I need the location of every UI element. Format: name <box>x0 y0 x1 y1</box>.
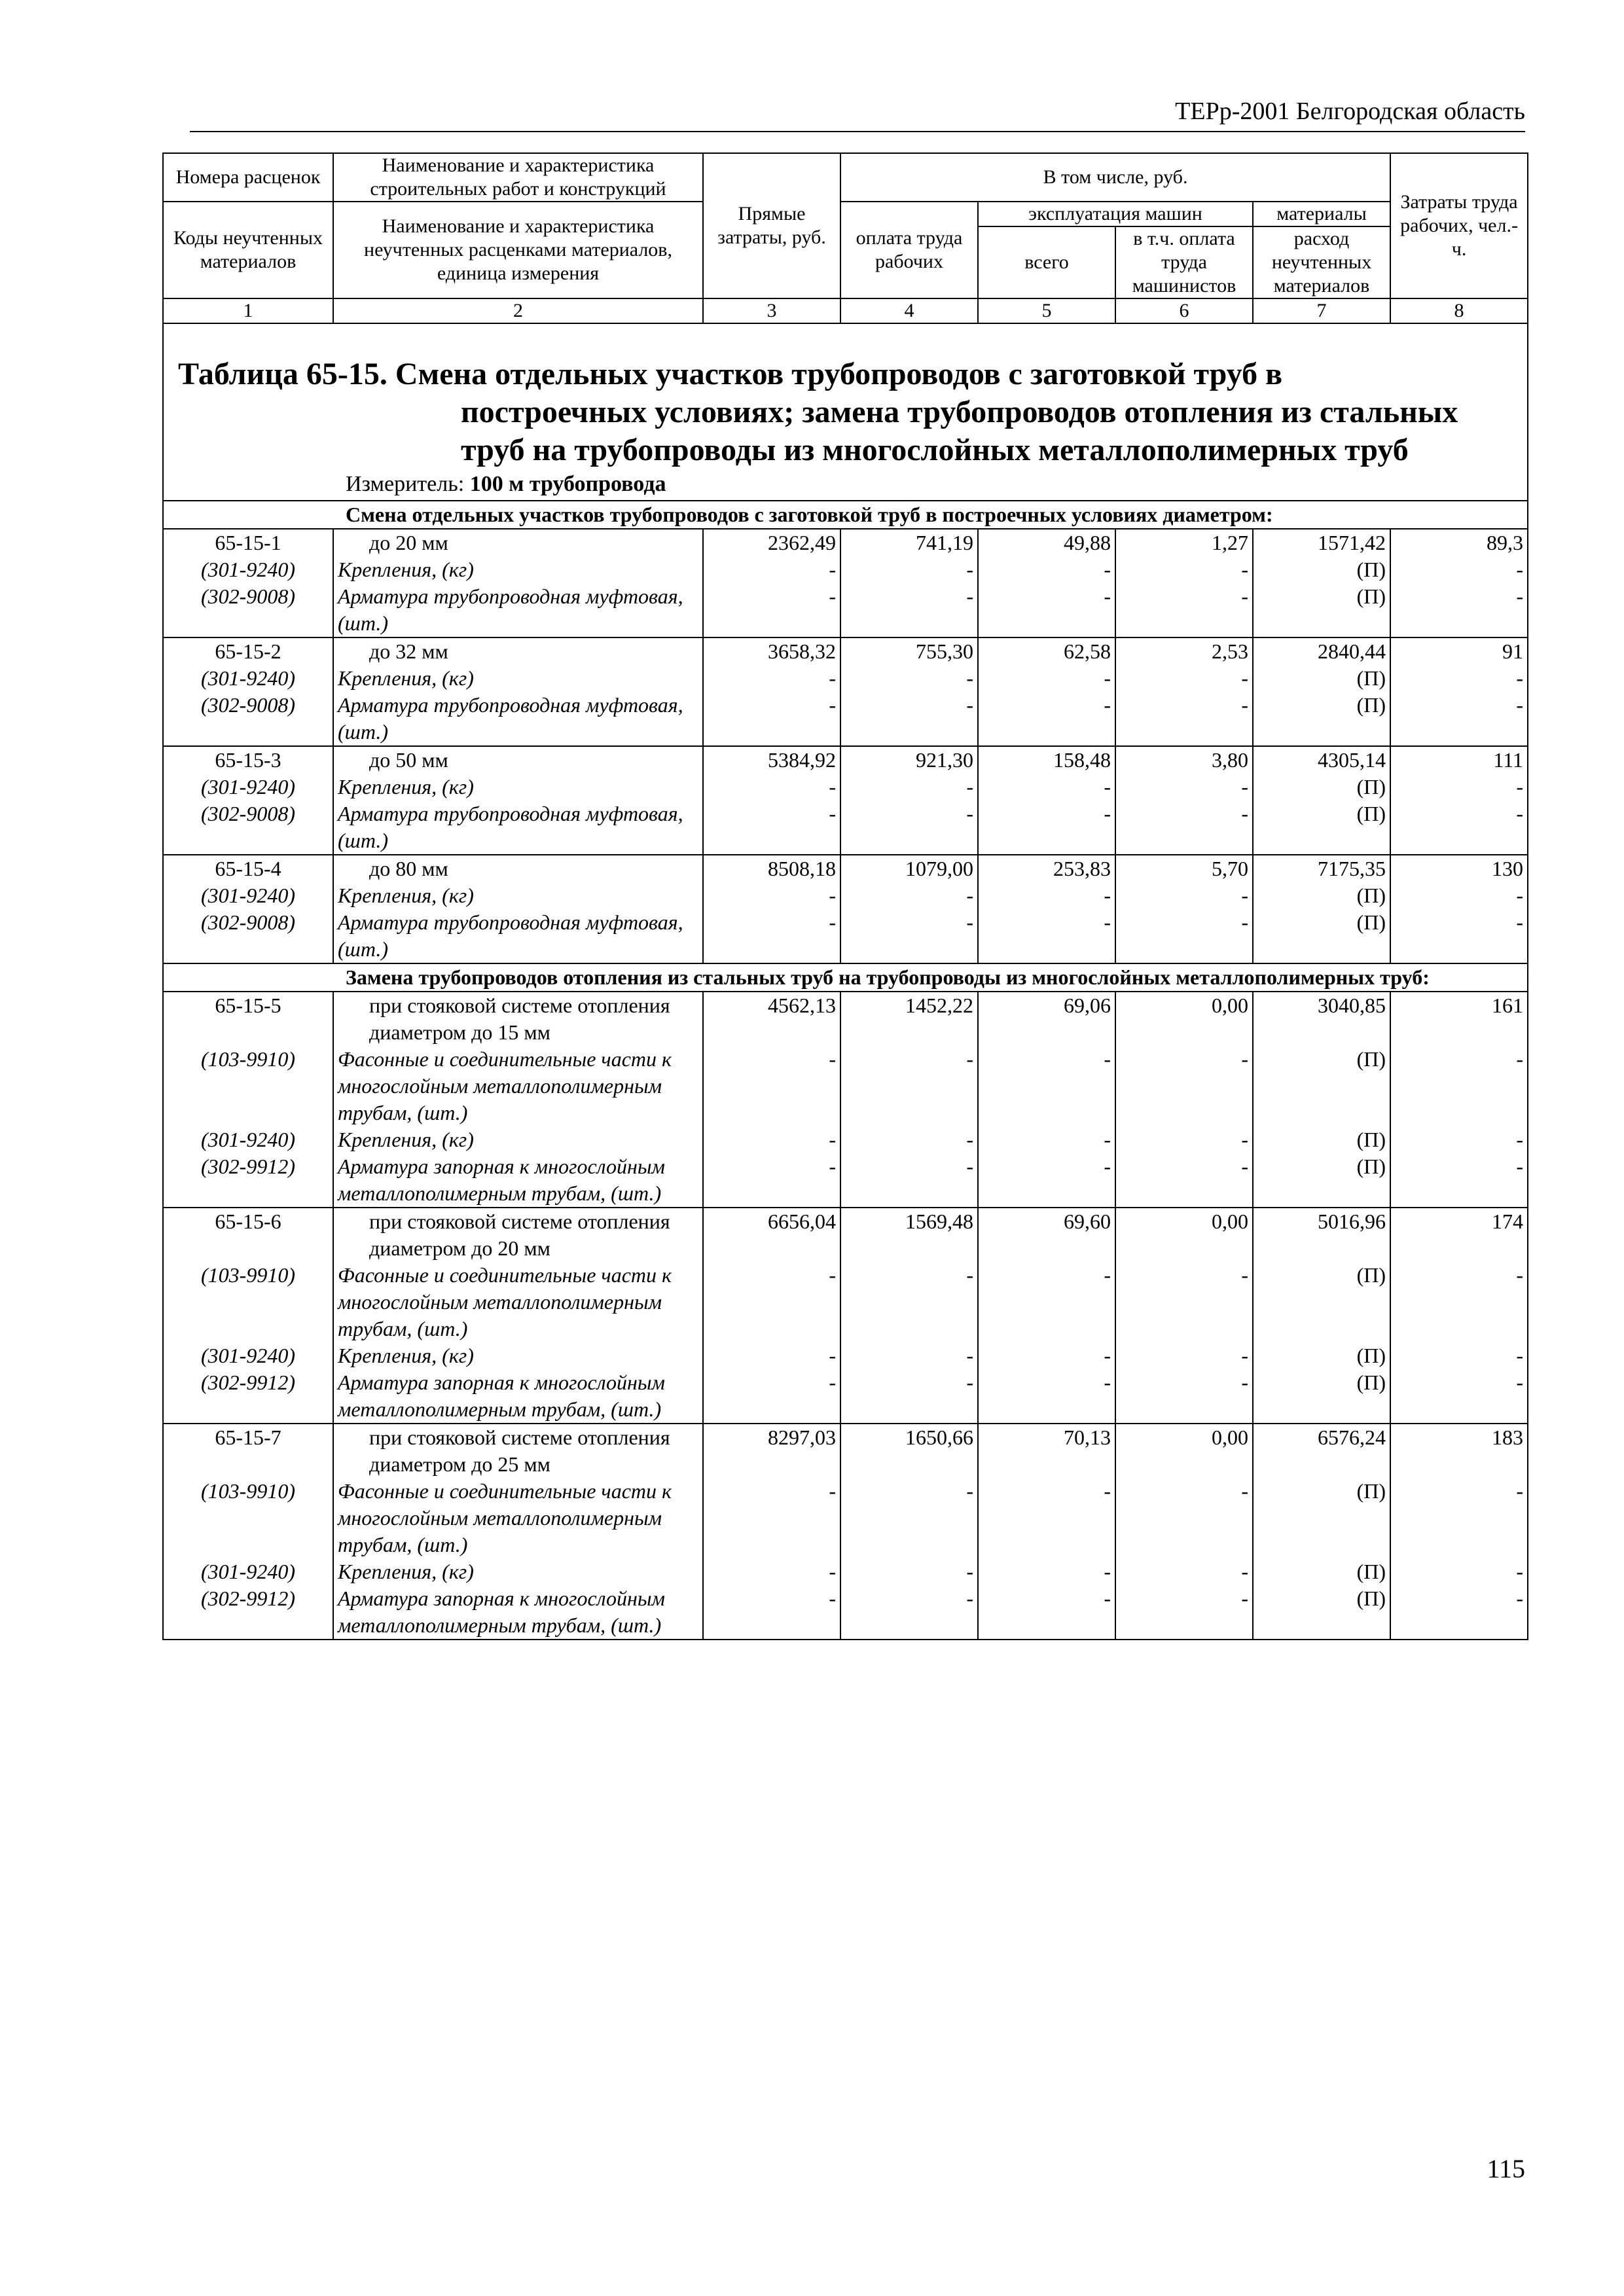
resource-code: (302-9008) <box>163 692 333 746</box>
header-row-2 <box>163 202 1528 226</box>
rate-code: 65-15-4 <box>163 855 333 882</box>
labor-cost-cell: - <box>840 1046 978 1126</box>
resource-row <box>163 1478 1528 1558</box>
material-cost-cell: (П) <box>1253 692 1390 746</box>
direct-cost-cell: - <box>703 1126 840 1153</box>
col3-header: Прямые затраты, руб. <box>703 153 840 298</box>
direct-cost-cell: - <box>703 1046 840 1126</box>
column-number: 5 <box>978 298 1115 323</box>
labor-hours-cell: - <box>1390 800 1528 855</box>
machinist-cost-cell: - <box>1115 556 1253 583</box>
direct-cost-cell: - <box>703 1558 840 1585</box>
labor-cost-cell: - <box>840 556 978 583</box>
direct-cost-cell: - <box>703 1342 840 1369</box>
material-cost-cell: (П) <box>1253 665 1390 692</box>
labor-cost-cell: - <box>840 800 978 855</box>
resource-name: Арматура запорная к многослойным металлополимерным трубам, (шт.) <box>333 1153 703 1208</box>
table-title-row <box>163 323 1528 501</box>
group-header: В том числе, руб. <box>840 153 1390 202</box>
machine-cost-cell: - <box>978 1478 1115 1558</box>
rate-row <box>163 992 1528 1046</box>
page-number: 115 <box>1487 2154 1525 2183</box>
resource-row <box>163 1046 1528 1126</box>
col7-header: расход неучтенных материалов <box>1253 226 1390 298</box>
machinist-cost-cell: - <box>1115 1558 1253 1585</box>
labor-hours-cell: - <box>1390 556 1528 583</box>
rate-code: 65-15-2 <box>163 637 333 665</box>
labor-cost-cell: - <box>840 909 978 963</box>
resource-code: (302-9912) <box>163 1585 333 1640</box>
rate-row <box>163 1424 1528 1478</box>
direct-cost-cell: 2362,49 <box>703 529 840 556</box>
column-number: 2 <box>333 298 703 323</box>
labor-hours-cell: - <box>1390 1585 1528 1640</box>
resource-row <box>163 882 1528 909</box>
section-row <box>163 963 1528 992</box>
header-row-1 <box>163 153 1528 202</box>
machinist-cost-cell: 3,80 <box>1115 746 1253 774</box>
direct-cost-cell: - <box>703 583 840 637</box>
machinist-cost-cell: - <box>1115 692 1253 746</box>
rate-code: 65-15-6 <box>163 1208 333 1262</box>
machinist-cost-cell: - <box>1115 1153 1253 1208</box>
rate-name: до 32 мм <box>333 637 703 665</box>
resource-row <box>163 1558 1528 1585</box>
materials-header: материалы <box>1253 202 1390 226</box>
resource-row <box>163 1585 1528 1640</box>
labor-cost-cell: - <box>840 774 978 800</box>
machinist-cost-cell: - <box>1115 882 1253 909</box>
col8-header: Затраты труда рабочих, чел.-ч. <box>1390 153 1528 298</box>
material-cost-cell: (П) <box>1253 556 1390 583</box>
material-cost-cell: (П) <box>1253 1558 1390 1585</box>
material-cost-cell: (П) <box>1253 1262 1390 1342</box>
resource-name: Крепления, (кг) <box>333 1558 703 1585</box>
meter-value: 100 м трубопровода <box>469 472 666 496</box>
rate-name: при стояковой системе отопления диаметром до 20 мм <box>333 1208 703 1262</box>
rate-row <box>163 637 1528 665</box>
labor-hours-cell: 91 <box>1390 637 1528 665</box>
resource-code: (301-9240) <box>163 882 333 909</box>
resource-code: (301-9240) <box>163 665 333 692</box>
resource-name: Крепления, (кг) <box>333 665 703 692</box>
resource-name: Арматура трубопроводная муфтовая, (шт.) <box>333 692 703 746</box>
labor-cost-cell: 1569,48 <box>840 1208 978 1262</box>
machine-cost-cell: - <box>978 909 1115 963</box>
rate-row <box>163 746 1528 774</box>
direct-cost-cell: - <box>703 882 840 909</box>
resource-code: (103-9910) <box>163 1046 333 1126</box>
resource-code: (301-9240) <box>163 774 333 800</box>
rate-name: до 50 мм <box>333 746 703 774</box>
labor-cost-cell: 921,30 <box>840 746 978 774</box>
resource-code: (301-9240) <box>163 1342 333 1369</box>
material-cost-cell: 1571,42 <box>1253 529 1390 556</box>
material-cost-cell: (П) <box>1253 774 1390 800</box>
resource-name: Арматура запорная к многослойным металлополимерным трубам, (шт.) <box>333 1369 703 1424</box>
col2-top-header: Наименование и характеристика строительных работ и конструкций <box>333 153 703 202</box>
machinist-cost-cell: - <box>1115 1046 1253 1126</box>
rate-code: 65-15-7 <box>163 1424 333 1478</box>
labor-hours-cell: - <box>1390 1342 1528 1369</box>
resource-row <box>163 1153 1528 1208</box>
machinist-cost-cell: - <box>1115 1262 1253 1342</box>
resource-code: (302-9008) <box>163 583 333 637</box>
rate-row <box>163 529 1528 556</box>
resource-name: Фасонные и соединительные части к многослойным металлополимерным трубам, (шт.) <box>333 1046 703 1126</box>
machine-cost-cell: 69,60 <box>978 1208 1115 1262</box>
direct-cost-cell: - <box>703 1369 840 1424</box>
labor-hours-cell: 174 <box>1390 1208 1528 1262</box>
labor-hours-cell: 111 <box>1390 746 1528 774</box>
machine-cost-cell: - <box>978 583 1115 637</box>
material-cost-cell: 7175,35 <box>1253 855 1390 882</box>
labor-cost-cell: - <box>840 1262 978 1342</box>
machinist-cost-cell: - <box>1115 800 1253 855</box>
resource-name: Арматура трубопроводная муфтовая, (шт.) <box>333 909 703 963</box>
labor-cost-cell: - <box>840 1342 978 1369</box>
machinist-cost-cell: - <box>1115 909 1253 963</box>
resource-name: Крепления, (кг) <box>333 882 703 909</box>
machine-cost-cell: - <box>978 1046 1115 1126</box>
machinist-cost-cell: - <box>1115 1478 1253 1558</box>
machinist-cost-cell: - <box>1115 774 1253 800</box>
resource-row <box>163 774 1528 800</box>
labor-hours-cell: - <box>1390 1046 1528 1126</box>
rate-code: 65-15-5 <box>163 992 333 1046</box>
material-cost-cell: 6576,24 <box>1253 1424 1390 1478</box>
machine-cost-cell: 69,06 <box>978 992 1115 1046</box>
resource-code: (301-9240) <box>163 1126 333 1153</box>
machinist-cost-cell: - <box>1115 665 1253 692</box>
resource-name: Арматура трубопроводная муфтовая, (шт.) <box>333 800 703 855</box>
table-title-line-3: труб на трубопроводы из многослойных металлополимерных труб <box>461 433 1409 467</box>
direct-cost-cell: - <box>703 1262 840 1342</box>
rate-row <box>163 1208 1528 1262</box>
resource-name: Крепления, (кг) <box>333 774 703 800</box>
machine-cost-cell: - <box>978 1342 1115 1369</box>
direct-cost-cell: 8508,18 <box>703 855 840 882</box>
section-title: Замена трубопроводов отопления из стальных труб на трубопроводы из многослойных металлополимерных труб: <box>163 963 1528 992</box>
labor-cost-cell: 1452,22 <box>840 992 978 1046</box>
machinist-cost-cell: - <box>1115 1585 1253 1640</box>
header-rule <box>190 131 1525 132</box>
labor-cost-cell: - <box>840 1126 978 1153</box>
resource-row <box>163 1126 1528 1153</box>
direct-cost-cell: - <box>703 665 840 692</box>
machine-cost-cell: - <box>978 882 1115 909</box>
section-row <box>163 501 1528 529</box>
resource-row <box>163 800 1528 855</box>
material-cost-cell: 4305,14 <box>1253 746 1390 774</box>
machine-cost-cell: - <box>978 774 1115 800</box>
machinist-cost-cell: - <box>1115 1369 1253 1424</box>
table-title <box>164 324 1527 469</box>
column-number: 1 <box>163 298 333 323</box>
material-cost-cell: 5016,96 <box>1253 1208 1390 1262</box>
section-title: Смена отдельных участков трубопроводов с заготовкой труб в построечных условиях диаметром: <box>163 501 1528 529</box>
resource-code: (301-9240) <box>163 1558 333 1585</box>
resource-name: Арматура запорная к многослойным металлополимерным трубам, (шт.) <box>333 1585 703 1640</box>
labor-hours-cell: - <box>1390 1153 1528 1208</box>
column-number: 8 <box>1390 298 1528 323</box>
machine-cost-cell: - <box>978 692 1115 746</box>
direct-cost-cell: - <box>703 1153 840 1208</box>
labor-hours-cell: - <box>1390 665 1528 692</box>
machines-header: эксплуатация машин <box>978 202 1253 226</box>
resource-name: Фасонные и соединительные части к многослойным металлополимерным трубам, (шт.) <box>333 1478 703 1558</box>
labor-hours-cell: - <box>1390 1369 1528 1424</box>
machinist-cost-cell: 0,00 <box>1115 1208 1253 1262</box>
material-cost-cell: (П) <box>1253 583 1390 637</box>
meter-label: Измеритель: <box>346 472 465 496</box>
material-cost-cell: (П) <box>1253 1369 1390 1424</box>
column-number: 4 <box>840 298 978 323</box>
machine-cost-cell: - <box>978 1153 1115 1208</box>
labor-cost-cell: - <box>840 882 978 909</box>
machinist-cost-cell: - <box>1115 1342 1253 1369</box>
machinist-cost-cell: - <box>1115 1126 1253 1153</box>
labor-cost-cell: - <box>840 583 978 637</box>
resource-row <box>163 556 1528 583</box>
material-cost-cell: 2840,44 <box>1253 637 1390 665</box>
machinist-cost-cell: 0,00 <box>1115 1424 1253 1478</box>
material-cost-cell: (П) <box>1253 1478 1390 1558</box>
labor-cost-cell: 755,30 <box>840 637 978 665</box>
column-number: 3 <box>703 298 840 323</box>
machinist-cost-cell: - <box>1115 583 1253 637</box>
machine-cost-cell: 62,58 <box>978 637 1115 665</box>
machine-cost-cell: - <box>978 1585 1115 1640</box>
labor-cost-cell: 1650,66 <box>840 1424 978 1478</box>
labor-hours-cell: - <box>1390 1126 1528 1153</box>
direct-cost-cell: - <box>703 800 840 855</box>
material-cost-cell: (П) <box>1253 909 1390 963</box>
column-number: 7 <box>1253 298 1390 323</box>
col4-header: оплата труда рабочих <box>840 202 978 298</box>
machinist-cost-cell: 5,70 <box>1115 855 1253 882</box>
labor-hours-cell: 130 <box>1390 855 1528 882</box>
rate-name: при стояковой системе отопления диаметром до 25 мм <box>333 1424 703 1478</box>
direct-cost-cell: 3658,32 <box>703 637 840 665</box>
rate-name: до 80 мм <box>333 855 703 882</box>
material-cost-cell: (П) <box>1253 1126 1390 1153</box>
machine-cost-cell: 158,48 <box>978 746 1115 774</box>
labor-cost-cell: - <box>840 665 978 692</box>
direct-cost-cell: 6656,04 <box>703 1208 840 1262</box>
resource-code: (302-9912) <box>163 1369 333 1424</box>
resource-name: Крепления, (кг) <box>333 1126 703 1153</box>
material-cost-cell: (П) <box>1253 1585 1390 1640</box>
table-title-line-2: построечных условиях; замена трубопроводов отопления из стальных <box>461 395 1458 429</box>
material-cost-cell: (П) <box>1253 882 1390 909</box>
labor-hours-cell: - <box>1390 583 1528 637</box>
material-cost-cell: (П) <box>1253 800 1390 855</box>
resource-code: (302-9912) <box>163 1153 333 1208</box>
resource-row <box>163 1369 1528 1424</box>
table-title-cell <box>163 323 1528 501</box>
machine-cost-cell: - <box>978 1126 1115 1153</box>
resource-row <box>163 692 1528 746</box>
col1-bottom-header: Коды неучтенных материалов <box>163 202 333 298</box>
machine-cost-cell: 70,13 <box>978 1424 1115 1478</box>
labor-cost-cell: - <box>840 1585 978 1640</box>
labor-cost-cell: - <box>840 1478 978 1558</box>
resource-code: (302-9008) <box>163 800 333 855</box>
resource-code: (301-9240) <box>163 556 333 583</box>
machine-cost-cell: - <box>978 665 1115 692</box>
resource-row <box>163 909 1528 963</box>
direct-cost-cell: 5384,92 <box>703 746 840 774</box>
material-cost-cell: (П) <box>1253 1153 1390 1208</box>
rate-name: до 20 мм <box>333 529 703 556</box>
direct-cost-cell: - <box>703 909 840 963</box>
resource-code: (103-9910) <box>163 1262 333 1342</box>
machine-cost-cell: - <box>978 1262 1115 1342</box>
material-cost-cell: (П) <box>1253 1046 1390 1126</box>
labor-hours-cell: 183 <box>1390 1424 1528 1478</box>
resource-name: Фасонные и соединительные части к многослойным металлополимерным трубам, (шт.) <box>333 1262 703 1342</box>
direct-cost-cell: - <box>703 1585 840 1640</box>
resource-code: (103-9910) <box>163 1478 333 1558</box>
labor-hours-cell: - <box>1390 692 1528 746</box>
direct-cost-cell: - <box>703 692 840 746</box>
column-number-row <box>163 298 1528 323</box>
labor-cost-cell: 1079,00 <box>840 855 978 882</box>
labor-cost-cell: - <box>840 1153 978 1208</box>
material-cost-cell: (П) <box>1253 1342 1390 1369</box>
resource-name: Крепления, (кг) <box>333 556 703 583</box>
rate-row <box>163 855 1528 882</box>
column-number: 6 <box>1115 298 1253 323</box>
resource-row <box>163 1262 1528 1342</box>
machine-cost-cell: 253,83 <box>978 855 1115 882</box>
resource-name: Крепления, (кг) <box>333 1342 703 1369</box>
resource-row <box>163 583 1528 637</box>
labor-hours-cell: - <box>1390 909 1528 963</box>
labor-cost-cell: 741,19 <box>840 529 978 556</box>
col6-header: в т.ч. оплата труда машинистов <box>1115 226 1253 298</box>
machine-cost-cell: - <box>978 1369 1115 1424</box>
direct-cost-cell: 8297,03 <box>703 1424 840 1478</box>
machine-cost-cell: 49,88 <box>978 529 1115 556</box>
col2-bottom-header: Наименование и характеристика неучтенных расценками материалов, единица измерения <box>333 202 703 298</box>
machinist-cost-cell: 0,00 <box>1115 992 1253 1046</box>
labor-hours-cell: 89,3 <box>1390 529 1528 556</box>
resource-name: Арматура трубопроводная муфтовая, (шт.) <box>333 583 703 637</box>
col1-top-header: Номера расценок <box>163 153 333 202</box>
machine-cost-cell: - <box>978 556 1115 583</box>
col5-header: всего <box>978 226 1115 298</box>
direct-cost-cell: - <box>703 556 840 583</box>
labor-cost-cell: - <box>840 1558 978 1585</box>
rate-code: 65-15-3 <box>163 746 333 774</box>
machine-cost-cell: - <box>978 800 1115 855</box>
table-title-line-1: Таблица 65-15. Смена отдельных участков трубопроводов с заготовкой труб в <box>178 357 1282 391</box>
machinist-cost-cell: 1,27 <box>1115 529 1253 556</box>
direct-cost-cell: 4562,13 <box>703 992 840 1046</box>
direct-cost-cell: - <box>703 1478 840 1558</box>
meter-line <box>164 469 1527 500</box>
rate-code: 65-15-1 <box>163 529 333 556</box>
rates-table <box>162 152 1528 1640</box>
rate-name: при стояковой системе отопления диаметром до 15 мм <box>333 992 703 1046</box>
labor-hours-cell: - <box>1390 1262 1528 1342</box>
machinist-cost-cell: 2,53 <box>1115 637 1253 665</box>
resource-row <box>163 665 1528 692</box>
labor-hours-cell: - <box>1390 1478 1528 1558</box>
page-header: ТЕРр-2001 Белгородская область <box>1175 98 1525 125</box>
labor-hours-cell: - <box>1390 882 1528 909</box>
labor-hours-cell: - <box>1390 1558 1528 1585</box>
material-cost-cell: 3040,85 <box>1253 992 1390 1046</box>
labor-cost-cell: - <box>840 1369 978 1424</box>
machine-cost-cell: - <box>978 1558 1115 1585</box>
labor-cost-cell: - <box>840 692 978 746</box>
resource-code: (302-9008) <box>163 909 333 963</box>
resource-row <box>163 1342 1528 1369</box>
labor-hours-cell: 161 <box>1390 992 1528 1046</box>
labor-hours-cell: - <box>1390 774 1528 800</box>
direct-cost-cell: - <box>703 774 840 800</box>
